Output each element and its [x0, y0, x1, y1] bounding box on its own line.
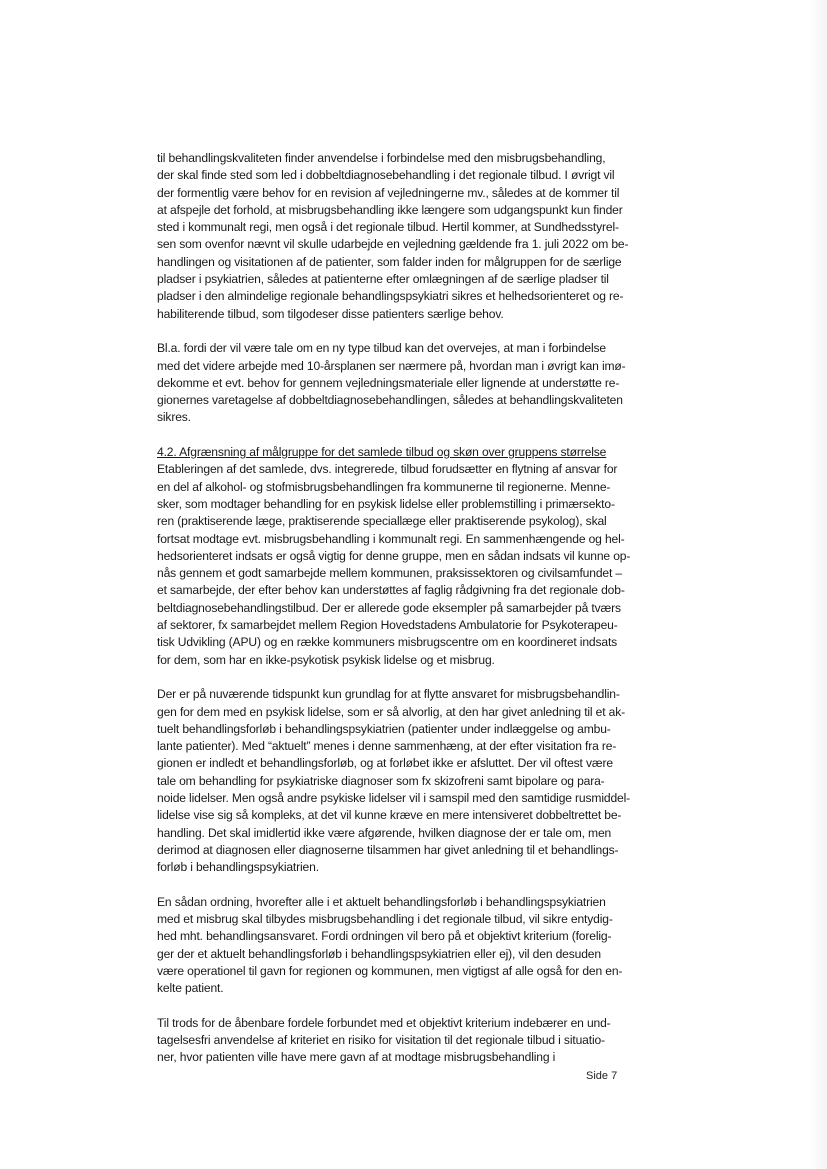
paragraph [157, 340, 647, 426]
scan-edge-shading [809, 0, 827, 1169]
text-line: en del af alkohol- og stofmisbrugsbehandlingen fra kommunerne til regionerne. Menne- [157, 479, 611, 494]
text-line: sker, som modtager behandling for en psykisk lidelse eller problemstilling i primærsekto- [157, 496, 615, 511]
text-line: af sektorer, fx samarbejdet mellem Region Hovedstadens Ambulatorie for Psykoterapeu- [157, 618, 618, 633]
text-line: handling. Det skal imidlertid ikke være afgørende, hvilken diagnose der er tale om, men [157, 825, 612, 840]
text-line: noide lidelser. Men også andre psykiske lidelser vil i samspil med den samtidige rusmiddel- [157, 790, 631, 805]
text-line: tuelt behandlingsforløb i behandlingspsykiatrien (patienter under indlæggelse og ambu- [157, 721, 611, 736]
text-line: forløb i behandlingspsykiatrien. [157, 860, 319, 875]
paragraph [157, 1015, 647, 1067]
text-line: Bl.a. fordi der vil være tale om en ny type tilbud kan det overvejes, at man i forbindelse [157, 341, 606, 356]
page-number: Side 7 [586, 1070, 618, 1082]
text-line: beltdiagnosebehandlingstilbud. Der er allerede gode eksempler på samarbejder på tværs [157, 600, 621, 615]
section-heading: 4.2. Afgrænsning af målgruppe for det samlede tilbud og skøn over gruppens størrelse [157, 445, 607, 460]
text-line: ger der et aktuelt behandlingsforløb i behandlingspsykiatrien eller ej), vil den desuden [157, 946, 601, 961]
text-line: lidelse vise sig så kompleks, at det vil kunne kræve en mere intensiveret dobbeltrettet be- [157, 808, 622, 823]
text-line: at afspejle det forhold, at misbrugsbehandling ikke længere som udgangspunkt kun finder [157, 202, 623, 217]
text-line: med et misbrug skal tilbydes misbrugsbehandling i det regionale tilbud, vil sikre entydig- [157, 912, 613, 927]
text-line: tale om behandling for psykiatriske diagnoser som fx skizofreni samt bipolare og para- [157, 773, 605, 788]
text-line: fortsat modtage evt. misbrugsbehandling i kommunalt regi. En sammenhængende og hel- [157, 531, 625, 546]
document-body [157, 150, 647, 1084]
text-line: gionernes varetagelse af dobbeltdiagnosebehandlingen, således at behandlingskvaliteten [157, 393, 623, 408]
text-line: lante patienter). Med “aktuelt” menes i denne sammenhæng, at der efter visitation fra re- [157, 739, 617, 754]
text-line: sikres. [157, 410, 191, 425]
paragraph [157, 444, 647, 669]
text-line: handlingen og visitationen af de patienter, som falder inden for målgruppen for de særlige [157, 254, 622, 269]
text-line: En sådan ordning, hvorefter alle i et aktuelt behandlingsforløb i behandlingspsykiatrien [157, 894, 606, 909]
text-line: ren (praktiserende læge, praktiserende speciallæge eller praktiserende psykolog), skal [157, 514, 607, 529]
text-line: nås gennem et godt samarbejde mellem kommunen, praksissektoren og civilsamfundet – [157, 566, 622, 581]
text-line: tagelsesfri anvendelse af kriteriet en risiko for visitation til det regionale tilbud i situatio- [157, 1033, 605, 1048]
text-line: der formentlig være behov for en revision af vejledningerne mv., således at de kommer til [157, 185, 620, 200]
text-line: der skal finde sted som led i dobbeltdiagnosebehandling i det regionale tilbud. I øvrigt vil [157, 168, 615, 183]
paragraph [157, 894, 647, 998]
paragraph [157, 686, 647, 876]
text-line: pladser i psykiatrien, således at patienterne efter omlægningen af de særlige pladser til [157, 272, 609, 287]
text-line: Til trods for de åbenbare fordele forbundet med et objektivt kriterium indebærer en und- [157, 1015, 611, 1030]
text-line: pladser i den almindelige regionale behandlingspsykiatri sikres et helhedsorienteret og re- [157, 289, 624, 304]
text-line: til behandlingskvaliteten finder anvendelse i forbindelse med den misbrugsbehandling, [157, 151, 606, 165]
text-line: tisk Udvikling (APU) og en række kommuners misbrugscentre om en koordineret indsats [157, 635, 618, 650]
text-line: for dem, som har en ikke-psykotisk psykisk lidelse og et misbrug. [157, 652, 495, 667]
text-line: ner, hvor patienten ville have mere gavn af at modtage misbrugsbehandling i [157, 1050, 556, 1065]
text-line: hed mht. behandlingsansvaret. Fordi ordningen vil bero på et objektivt kriterium (forelig- [157, 929, 612, 944]
text-line: hedsorienteret indsats er også vigtig for denne gruppe, men en sådan indsats vil kunne op- [157, 548, 631, 563]
text-line: derimod at diagnosen eller diagnoserne tilsammen har givet anledning til et behandlings- [157, 842, 619, 857]
text-line: sen som ovenfor nævnt vil skulle udarbejde en vejledning gældende fra 1. juli 2022 om be- [157, 237, 629, 252]
text-line: med det videre arbejde med 10-årsplanen ser nærmere på, hvordan man i øvrigt kan imø- [157, 358, 626, 373]
text-line: Der er på nuværende tidspunkt kun grundlag for at flytte ansvaret for misbrugsbehandlin- [157, 687, 620, 702]
text-line: sted i kommunalt regi, men også i det regionale tilbud. Hertil kommer, at Sundhedsstyrel- [157, 220, 619, 235]
text-line: Etableringen af det samlede, dvs. integrerede, tilbud forudsætter en flytning af ansvar for [157, 462, 618, 477]
text-line: kelte patient. [157, 981, 224, 996]
paragraph [157, 150, 647, 323]
text-line: et samarbejde, der efter behov kan understøttes af faglig rådgivning fra det regionale dob- [157, 583, 625, 598]
text-line: gen for dem med en psykisk lidelse, som er så alvorlig, at den har givet anledning til et ak- [157, 704, 626, 719]
text-line: gionen er indledt et behandlingsforløb, og at forløbet ikke er afsluttet. Der vil oftest være [157, 756, 613, 771]
text-line: dekomme et evt. behov for gennem vejledningsmateriale eller lignende at understøtte re- [157, 375, 620, 390]
text-line: være operationel til gavn for regionen og kommunen, men vigtigst af alle også for den en- [157, 963, 623, 978]
text-line: habiliterende tilbud, som tilgodeser disse patienters særlige behov. [157, 306, 504, 321]
